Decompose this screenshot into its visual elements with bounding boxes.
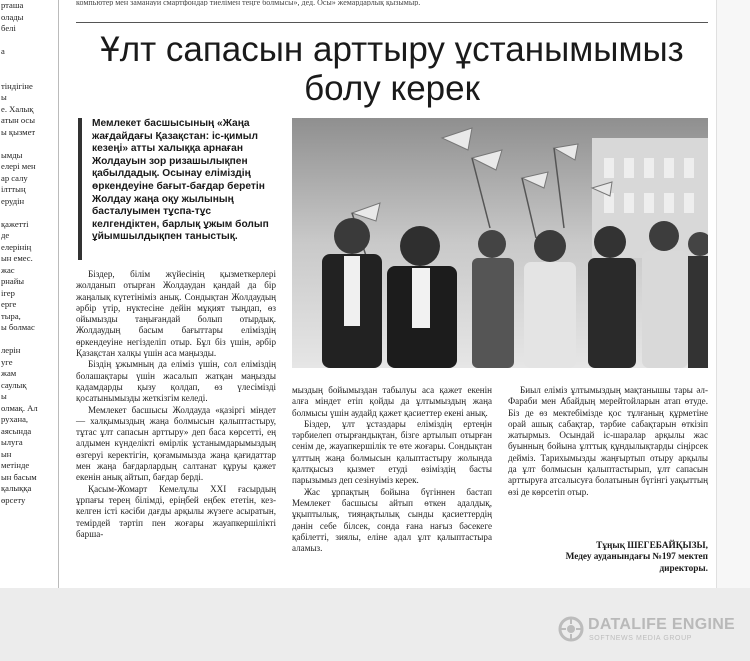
article-headline: Ұлт сапасын арттыру ұстанымымыз болу керек [100, 30, 684, 108]
left-column-line: өрсету [1, 494, 26, 505]
left-column-line: бeлi [1, 23, 16, 33]
left-column-line [0, 69, 58, 81]
left-column-line: елерiнiң [1, 241, 32, 252]
left-column-line: метiнде [1, 460, 30, 470]
top-rule [76, 22, 708, 23]
left-column-line: ілттың [1, 184, 26, 194]
left-column-line: рнайы [1, 276, 25, 286]
left-column-line: ы [1, 391, 7, 401]
left-column-line: саулық [1, 379, 27, 390]
left-column-line: ын [1, 448, 12, 459]
left-column-line: тiндiгiне [1, 80, 33, 91]
left-column-line [0, 35, 58, 47]
left-column-line: ерге [1, 299, 17, 309]
left-column-line: рташа [1, 0, 24, 10]
watermark-title: DATALIFE ENGINE [588, 616, 736, 633]
article-column-3 [508, 385, 708, 498]
left-column-line [0, 334, 58, 346]
left-column-line: елерi мен [1, 161, 36, 171]
left-column-line: ын емес. [1, 253, 33, 263]
previous-article-column [0, 0, 59, 588]
paragraph: Біздер, ұлт ұстаздары еліміздің ертеңін тәрбиелеп отырғандықтан, бізге артылып отырған сенім де, жауапкершілік те өте жоғары. Сондықтан ұлттың жаңа болмысын қалыптастыру жолында қалтқысыз қызмет етуді өзіміздің басты парызымыз деп сезінуіміз керек. [292, 418, 492, 486]
watermark-logo [558, 614, 738, 648]
left-column-line: ы болмас [1, 322, 35, 332]
author-name: Тұңық ШЕГЕБАЙҚЫЗЫ, [596, 541, 708, 551]
left-column-line: ерудiн [1, 195, 25, 206]
article-column-2 [292, 385, 492, 554]
left-column-line: олмақ. Ал [1, 402, 38, 413]
left-column-line: жам [1, 368, 17, 378]
left-column-line: а [1, 46, 5, 56]
left-column-line: ын басым [1, 471, 37, 482]
author-school: Медеу ауданындағы №197 мектеп [565, 552, 708, 563]
left-column-line: ы [1, 92, 7, 102]
datalife-engine-icon [558, 616, 584, 642]
top-clipped-text: компьютер мен заманауи смартфондар тиелiмен теңге болмысы», дед. Осы» жемардарлық қызымыр. [76, 0, 421, 6]
paragraph: Біздің ұжымның да еліміз үшін, сол еліміздің болашақтары үшін жасалып жатқан маңызды қадамдарды қызу қолдап, өз үлесімізді қосатынымызды жеткізгім келеді. [76, 359, 276, 404]
paragraph: Біздер, білім жүйесінің қызметкерлері жолданып отырған Жолдаудан қандай да бір жаңалық күтетініміз анық. Сондықтан Жолдаудың әрбір үтір, нүктесіне дейін мұқият тыңдап, өз ойымызды таңығандай болып отырдық. Жолдаудың басым бағыттары еліміздің өркендеуіне негізделіп отыр. Бұл біз үшін, әрбір Қазақстан халқы үшін аса маңызды. [76, 269, 276, 359]
left-column-line: қалыққа [1, 483, 32, 493]
paragraph: Қасым-Жомарт Кемелұлы XXI ғасырдың ұрпағы терең білімді, еріңбей еңбек ететін, кез-келген істі кәсіби дағды арқылы жүзеге асыратын, темірдей тәртіп пен жоғары жауапкершілікті барша- [76, 483, 276, 539]
page-edge [716, 0, 750, 588]
paragraph: Мемлекет басшысы Жолдауда «қазіргі міндет — халқымыздың жаңа болмысын қалыптастыру, тұтас ұлт сапасын арттыру» деп баса көрсетті, ең алдымен күнделікті өмірлік ұстанымдарымыздың өзгеруі керектігін, қоғамымызда жаңа қағидаттар мен жаңа бағдарлардың салтанат құруы қажет екенін анық айтып, бағдар берді. [76, 404, 276, 483]
left-column-line [0, 138, 58, 150]
author-byline [508, 541, 708, 575]
left-column-line: атын осы [1, 115, 35, 125]
paragraph: Биыл еліміз ұлтымыздың мақтанышы тары әл-Фараби мен Абайдың мерейтойларын атап өтуде. Біз де өз мектебімізде қос тұлғаның құрметіне орай ашық сабақтар, тәрбие сабақтарын өткізіп жатырмыз. Осындай іс-шаралар арқылы жас буынның бойына ұлттық құндылықтарды сіңірсек дейміз. Тарихымызды жаңғыртып отыру арқылы да ұлт болмысын қалыптастырып, ұлт сапасын арттыруға атсалысуға болатынын бүгінгі уақыттың өзі де көрсетіп отыр. [508, 385, 708, 497]
left-column-line: де [1, 230, 10, 240]
left-column-line: аясында [1, 425, 32, 436]
paragraph: Жас ұрпақтың бойына бүгіннен бастап Мемлекет басшысы айтып өткен адалдық, ұқыптылық, тияңақтылық сынды қасиеттердің дәнін себе білсек, сонда ғана нағыз бәсекеге қабілетті, зиялы, еліне адал ұлт қалыптастыра аламыз. [292, 486, 492, 554]
left-column-line: ымды [1, 149, 23, 160]
left-column-line: ы қызмет [1, 126, 36, 137]
left-column-line [0, 207, 58, 219]
left-column-line: е. Халық [1, 103, 34, 114]
left-column-line: ылуга [1, 437, 23, 447]
left-column-line: уге [1, 356, 13, 367]
article-column-1 [76, 269, 276, 540]
article-photo [292, 118, 708, 368]
left-column-line: жас [1, 264, 15, 275]
left-column-line: қажеттi [1, 218, 29, 229]
left-column-line: лерiн [1, 345, 21, 355]
left-column-line [0, 58, 58, 70]
watermark-subtitle: SOFTNEWS MEDIA GROUP [589, 635, 693, 642]
article-lead: Мемлекет басшысының «Жаңа жағдайдағы Қазақстан: іс-қимыл кезеңі» атты халыққа арнаған Жолдауын зор ризашылықпен қабылдадық. Осынау еліміздің өркендеуіне бағыт-бағдар беретін Жолдау жаңа оқу жылының басталуымен тұспа-тұс келгендіктен, барлық ұжым болып ұйымшылдықпен таныстық. [78, 118, 276, 260]
left-column-line: iгер [1, 287, 15, 298]
author-role: директоры. [659, 563, 708, 574]
left-column-line: тыра, [1, 310, 21, 321]
left-column-line: рухана, [1, 414, 29, 424]
paragraph: мыздың бойымыздан табылуы аса қажет екенін алға міндет етіп қойды да ұлтымыздың жаңа болмысы үшін аудайд қажет қасиеттер екені анық. [292, 385, 492, 418]
left-column-line: олады [1, 11, 24, 22]
left-column-line: ар салу [1, 172, 28, 183]
